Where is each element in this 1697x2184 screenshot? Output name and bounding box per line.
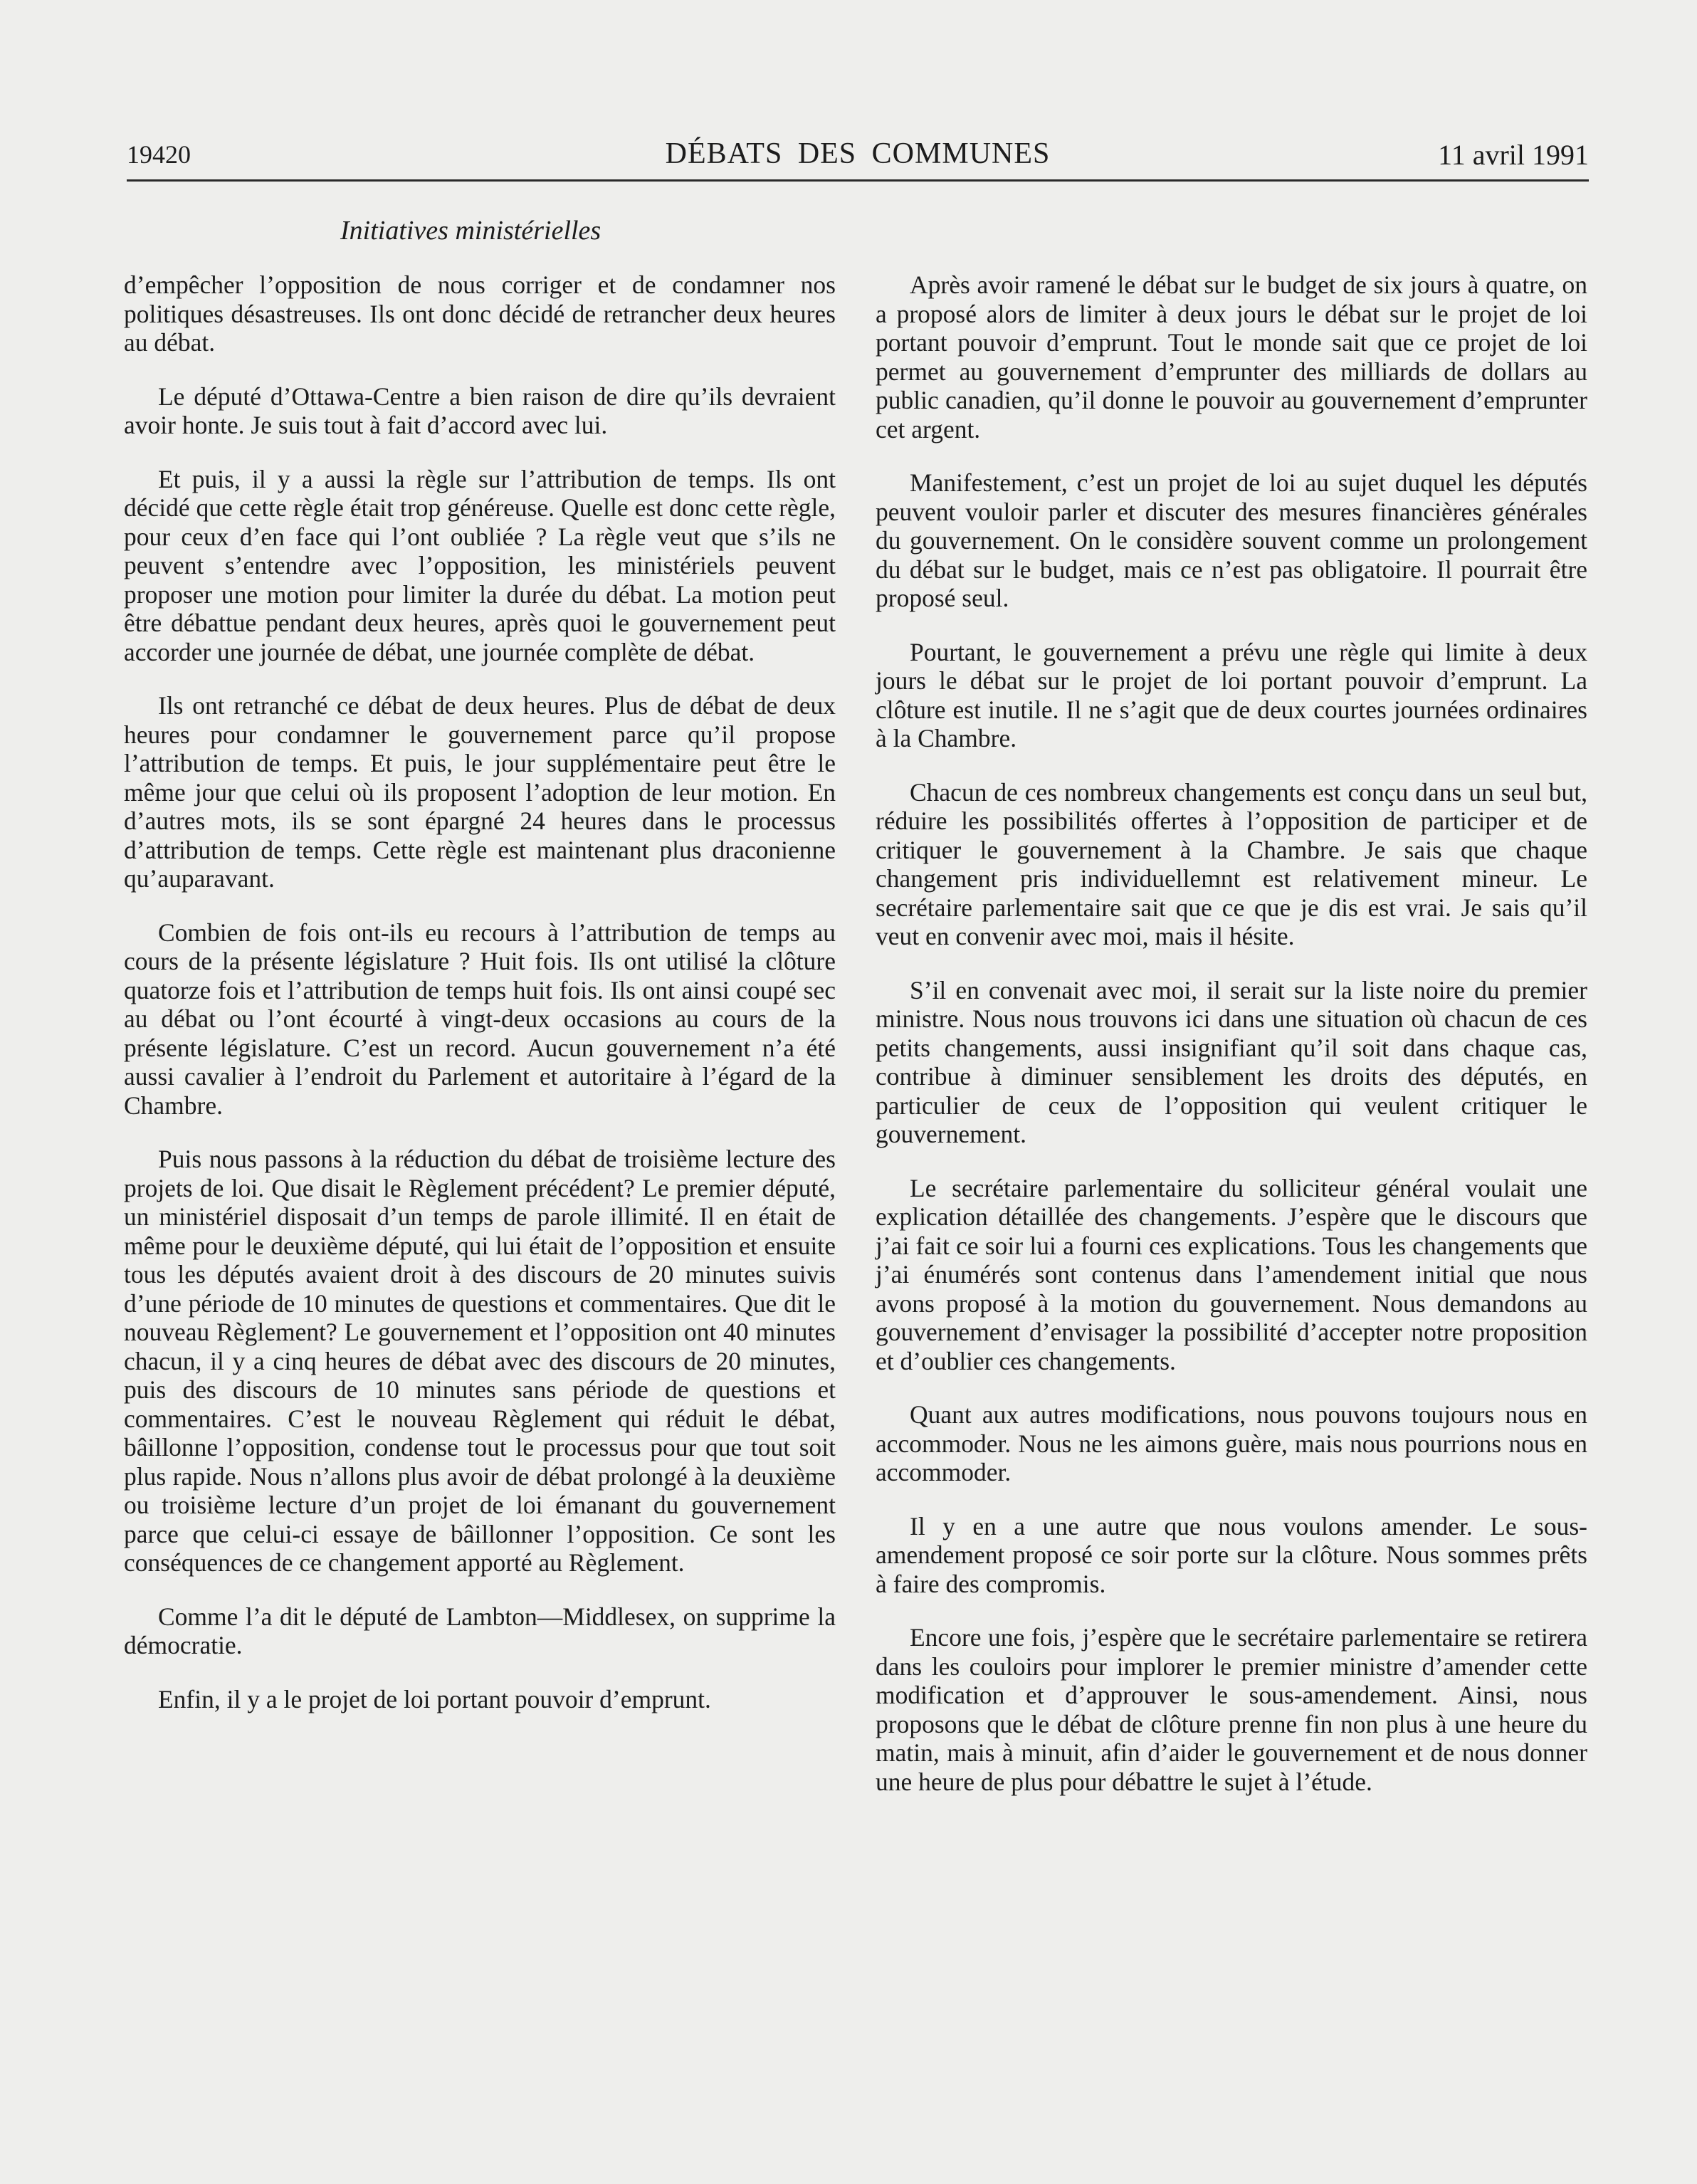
paragraph: Il y en a une autre que nous voulons amender. Le sous-amendement proposé ce soir porte sur la clôture. Nous sommes prêts à faire des compromis. [876,1511,1587,1598]
paragraph: Quant aux autres modifications, nous pouvons toujours nous en accommoder. Nous ne les aimons guère, mais nous pourrions nous en accommoder. [876,1400,1587,1486]
paragraph: Après avoir ramené le débat sur le budget de six jours à quatre, on a proposé alors de limiter à deux jours le débat sur le projet de loi portant pouvoir d’emprunt. Tout le monde sait que ce projet de loi permet au gouvernement d’emprunter des milliards de dollars au public canadien, qu’il donne le pouvoir au gouvernement d’emprunter cet argent. [876,271,1587,443]
paragraph: Le député d’Ottawa-Centre a bien raison de dire qu’ils devraient avoir honte. Je suis tout à fait d’accord avec lui. [124,382,836,439]
paragraph: Encore une fois, j’espère que le secrétaire parlementaire se retirera dans les couloirs pour implorer le premier ministre d’amender cette modification et d’approuver le sous-amendement. Ainsi, nous proposons que le débat de clôture prenne fin non plus à une heure du matin, mais à minuit, afin d’aider le gouvernement et de nous donner une heure de plus pour débattre le sujet à l’étude. [876,1623,1587,1796]
right-column [876,271,1587,1821]
paragraph: Chacun de ces nombreux changements est conçu dans un seul but, réduire les possibilités offertes à l’opposition de participer et de critiquer le gouvernement à la Chambre. Je sais que chaque changement pris individuellemnt est relativement mineur. Le secrétaire parlementaire sait que ce que je dis est vrai. Je sais qu’il veut en convenir avec moi, mais il hésite. [876,777,1587,950]
paragraph: Combien de fois ont-ils eu recours à l’attribution de temps au cours de la présente législature ? Huit fois. Ils ont utilisé la clôture quatorze fois et l’attribution de temps huit fois. Ils ont ainsi coupé sec au débat ou l’ont écourté à vingt-deux occasions au cours de la présente législature. C’est un record. Aucun gouvernement n’a été aussi cavalier à l’endroit du Parlement et autoritaire à l’égard de la Chambre. [124,918,836,1120]
paragraph: Comme l’a dit le député de Lambton—Middlesex, on supprime la démocratie. [124,1602,836,1659]
paragraph: Manifestement, c’est un projet de loi au sujet duquel les députés peuvent vouloir parler et discuter des mesures financières générales du gouvernement. On le considère souvent comme un prolongement du débat sur le budget, mais ce n’est pas obligatoire. Il pourrait être proposé seul. [876,468,1587,612]
paragraph: Enfin, il y a le projet de loi portant pouvoir d’emprunt. [158,1684,711,1713]
left-column [124,271,836,1738]
page-header [127,137,1589,182]
paragraph: Puis nous passons à la réduction du débat de troisième lecture des projets de loi. Que disait le Règlement précédent? Le premier député, un ministériel disposait d’un temps de parole illimité. Il en était de même pour le deuxième député, qui lui était de l’opposition et ensuite tous les députés avaient droit à des discours de 20 minutes suivis d’une période de 10 minutes de questions et commentaires. Que dit le nouveau Règlement? Le gouvernement et l’opposition ont 40 minutes chacun, il y a cinq heures de débat avec des discours de 20 minutes, puis des discours de 10 minutes sans période de questions et commentaires. C’est le nouveau Règlement qui réduit le débat, bâillonne l’opposition, condense tout le processus pour que tout soit plus rapide. Nous n’allons plus avoir de débat prolongé à la deuxième ou troisième lecture d’un projet de loi émanant du gouvernement parce que celui-ci essaye de bâillonner l’opposition. Ce sont les conséquences de ce changement apporté au Règlement. [124,1145,836,1577]
paragraph: d’empêcher l’opposition de nous corriger et de condamner nos politiques désastreuses. Ils ont donc décidé de retrancher deux heures au débat. [124,271,836,357]
issue-date: 11 avril 1991 [1438,139,1589,171]
page-number: 19420 [127,140,191,169]
paragraph: Et puis, il y a aussi la règle sur l’attribution de temps. Ils ont décidé que cette règle était trop généreuse. Quelle est donc cette règle, pour ceux d’en face qui l’ont oubliée ? La règle veut que s’ils ne peuvent s’entendre avec l’opposition, les ministériels peuvent proposer une motion pour limiter la durée du débat. La motion peut être débattue pendant deux heures, après quoi le gouvernement peut accorder une journée de débat, une journée complète de débat. [124,464,836,666]
paragraph: S’il en convenait avec moi, il serait sur la liste noire du premier ministre. Nous nous trouvons ici dans une situation où chacun de ces petits changements, aussi insignifiant qu’il soit dans chaque cas, contribue à diminuer sensiblement les droits des députés, en particulier de ceux de l’opposition qui veulent critiquer le gouvernement. [876,975,1587,1148]
journal-title: DÉBATS DES COMMUNES [665,137,1051,170]
section-heading: Initiatives ministérielles [340,216,601,246]
paragraph: Pourtant, le gouvernement a prévu une règle qui limite à deux jours le débat sur le projet de loi portant pouvoir d’emprunt. La clôture est inutile. Il ne s’agit que de deux courtes journées ordinaires à la Chambre. [876,637,1587,752]
paragraph: Ils ont retranché ce débat de deux heures. Plus de débat de deux heures pour condamner le gouvernement parce qu’il propose l’attribution de temps. Et puis, le jour supplémentaire peut être le même jour que celui où ils proposent l’adoption de leur motion. En d’autres mots, ils se sont épargné 24 heures dans le processus d’attribution de temps. Cette règle est maintenant plus draconienne qu’auparavant. [124,691,836,893]
paragraph: Le secrétaire parlementaire du solliciteur général voulait une explication détaillée des changements. J’espère que le discours que j’ai fait ce soir lui a fourni ces explications. Tous les changements que j’ai énumérés sont contenus dans l’amendement initial que nous avons proposé à la motion du gouvernement. Nous demandons au gouvernement d’envisager la possibilité d’accepter notre proposition et d’oublier ces changements. [876,1173,1587,1375]
